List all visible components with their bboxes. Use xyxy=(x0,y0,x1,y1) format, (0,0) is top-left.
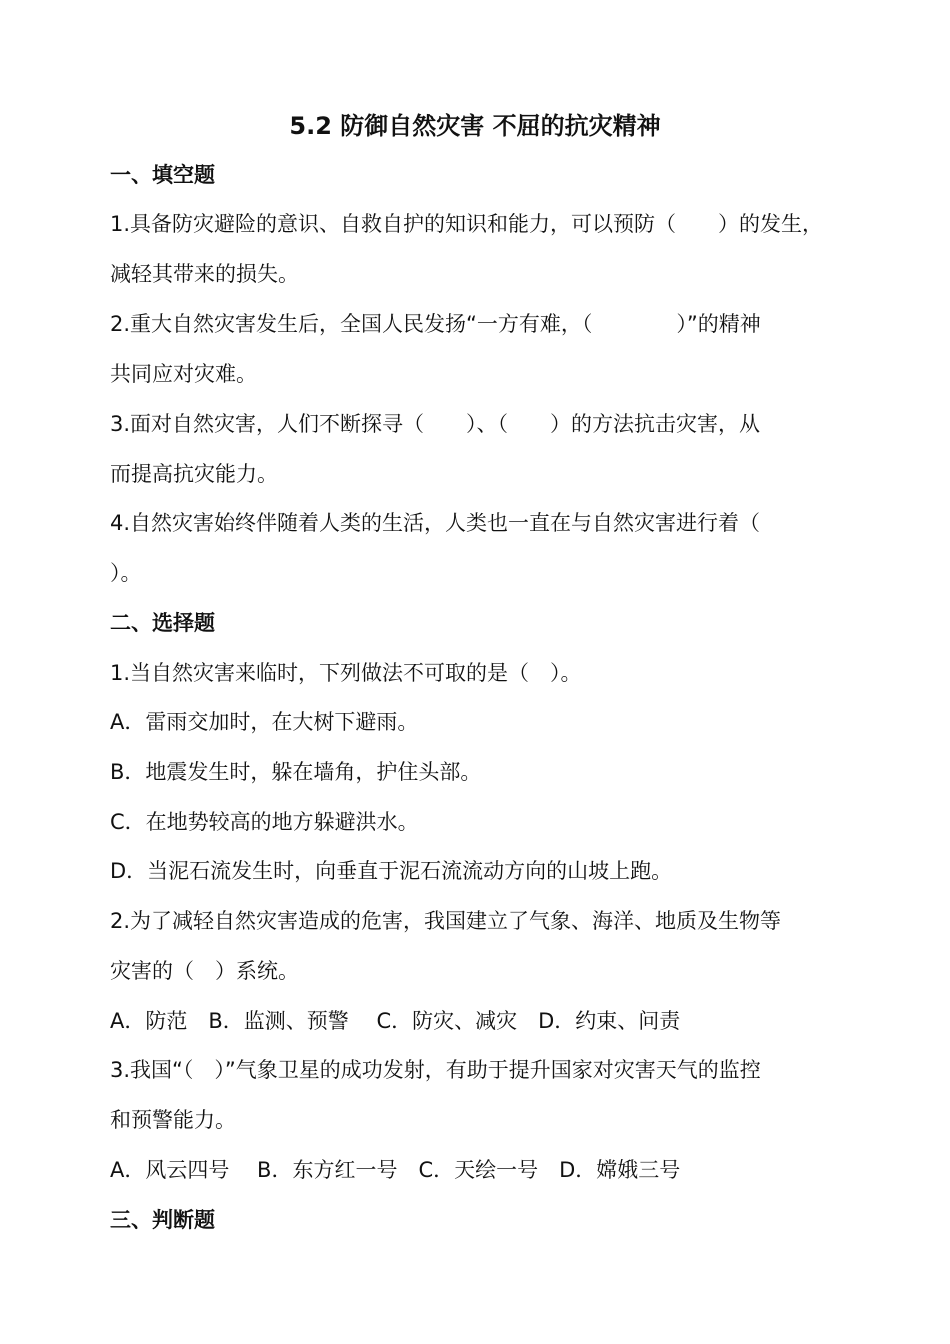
text-line: 3.我国“（ ）”气象卫星的成功发射，有助于提升国家对灾害天气的监控 xyxy=(110,1058,761,1082)
section-heading-true-false: 三、判断题 xyxy=(110,1208,215,1232)
text-line: A．风云四号 B．东方红一号 C．天绘一号 D．嫦娥三号 xyxy=(110,1158,681,1182)
text-line: ）。 xyxy=(110,561,142,585)
section-heading-multiple-choice: 二、选择题 xyxy=(110,611,215,635)
text-line: B．地震发生时，躲在墙角，护住头部。 xyxy=(110,760,482,784)
text-line: A．防范 B．监测、预警 C．防灾、减灾 D．约束、问责 xyxy=(110,1009,681,1033)
section-heading-fill-blank: 一、填空题 xyxy=(110,163,215,187)
text-line: 灾害的（ ）系统。 xyxy=(110,959,299,983)
text-line: 减轻其带来的损失。 xyxy=(110,262,299,286)
text-line: D．当泥石流发生时，向垂直于泥石流流动方向的山坡上跑。 xyxy=(110,859,673,883)
text-line: 而提高抗灾能力。 xyxy=(110,462,278,486)
text-line: 2.重大自然灾害发生后，全国人民发扬“一方有难，（ ）”的精神 xyxy=(110,312,761,336)
text-line: C．在地势较高的地方躲避洪水。 xyxy=(110,810,419,834)
text-line: 1.当自然灾害来临时，下列做法不可取的是（ ）。 xyxy=(110,661,582,685)
text-line: A．雷雨交加时，在大树下避雨。 xyxy=(110,710,419,734)
page-title: 5.2 防御自然灾害 不屈的抗灾精神 xyxy=(289,112,661,140)
text-line: 1.具备防灾避险的意识、自救自护的知识和能力，可以预防（ ）的发生， xyxy=(110,212,824,236)
text-line: 3.面对自然灾害，人们不断探寻（ ）、（ ）的方法抗击灾害，从 xyxy=(110,412,761,436)
text-line: 4.自然灾害始终伴随着人类的生活，人类也一直在与自然灾害进行着（ xyxy=(110,511,761,535)
text-line: 2.为了减轻自然灾害造成的危害，我国建立了气象、海洋、地质及生物等 xyxy=(110,909,782,933)
text-line: 共同应对灾难。 xyxy=(110,362,257,386)
text-line: 和预警能力。 xyxy=(110,1108,236,1132)
